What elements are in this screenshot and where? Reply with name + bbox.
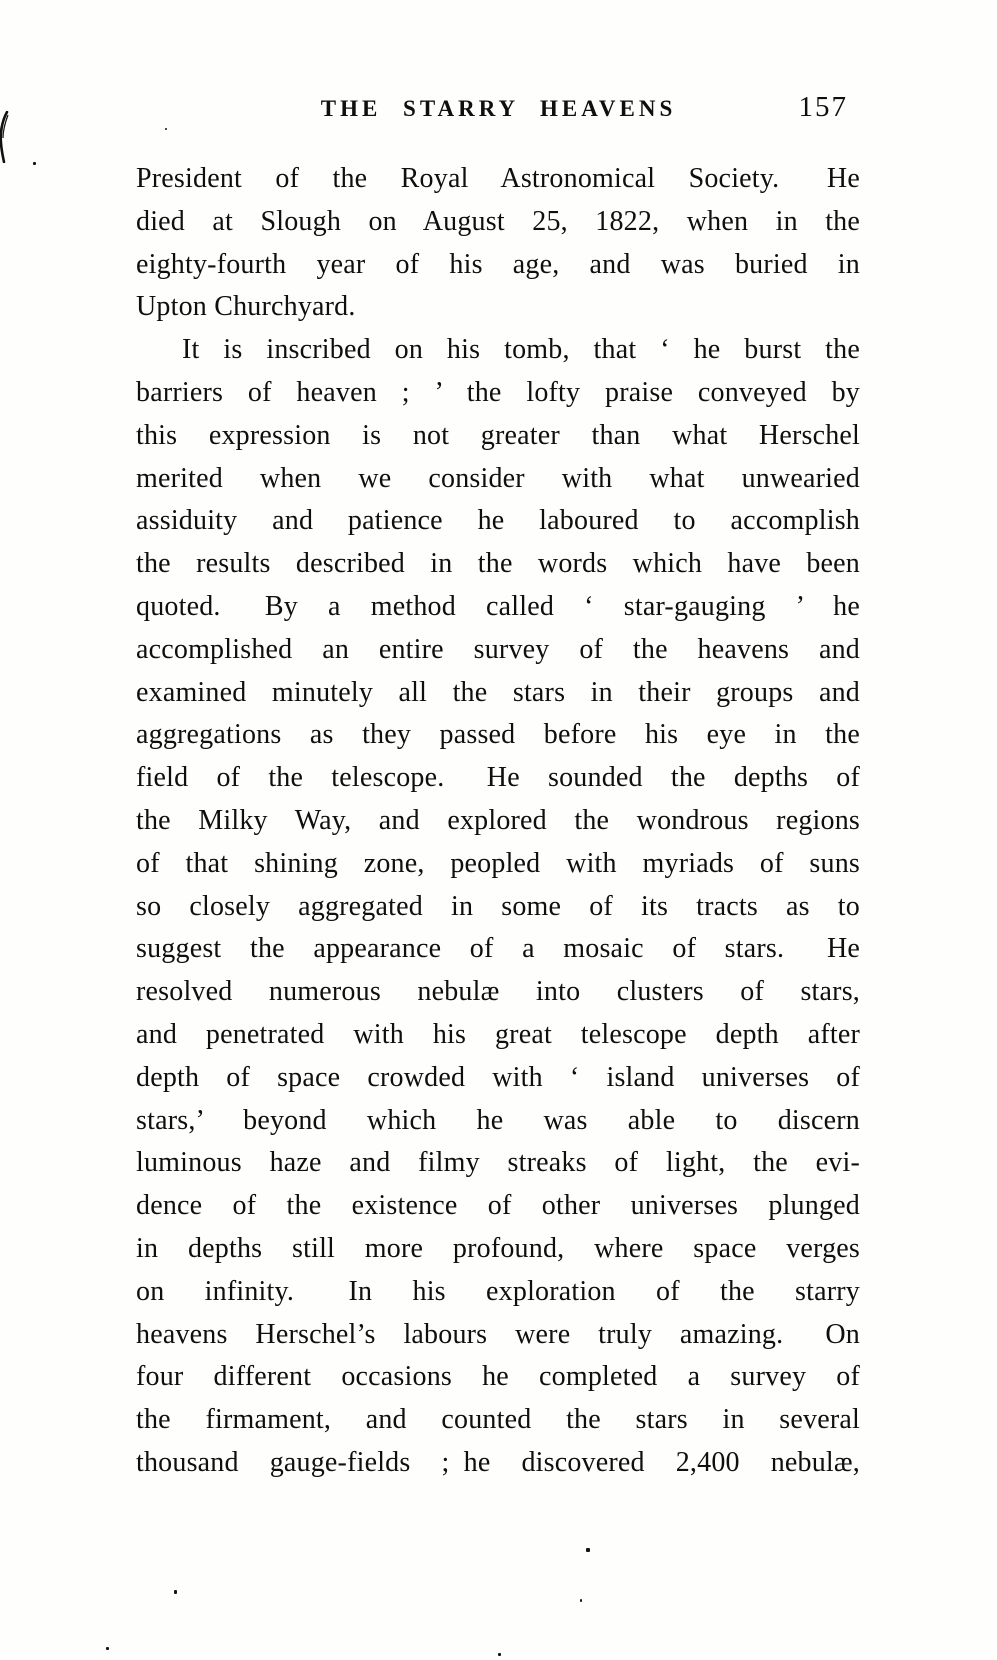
scan-speck <box>165 128 167 130</box>
scan-speck <box>174 1590 177 1594</box>
paragraph <box>136 329 860 1485</box>
text-line: aggregations as they passed before his eye in the <box>136 719 860 751</box>
scan-speck <box>106 1647 109 1650</box>
paragraph <box>136 158 860 329</box>
text-line: resolved numerous nebulæ into clusters of stars, <box>136 976 860 1008</box>
running-title: THE STARRY HEAVENS <box>320 95 677 122</box>
text-line: Upton Churchyard. <box>136 291 356 323</box>
scan-speck <box>580 1599 582 1602</box>
text-line: eighty-fourth year of his age, and was buried in <box>136 248 860 280</box>
text-line: assiduity and patience he laboured to accomplish <box>136 505 860 537</box>
text-line: barriers of heaven ; ’ the lofty praise conveyed by <box>136 376 860 408</box>
text-line: the results described in the words which have been <box>136 548 860 580</box>
text-line: stars,’ beyond which he was able to discern <box>136 1104 860 1136</box>
text-line: on infinity. In his exploration of the starry <box>136 1275 860 1307</box>
text-line: thousand gauge-fields ; he discovered 2,400 nebulæ, <box>136 1446 860 1478</box>
text-line: It is inscribed on his tomb, that ‘ he burst the <box>182 334 860 366</box>
text-line: of that shining zone, peopled with myriads of suns <box>136 847 860 879</box>
text-line: President of the Royal Astronomical Society. He <box>136 163 860 194</box>
text-line: died at Slough on August 25, 1822, when in the <box>136 205 860 237</box>
text-line: this expression is not greater than what Herschel <box>136 419 860 451</box>
text-line: field of the telescope. He sounded the depths of <box>136 762 860 794</box>
text-line: accomplished an entire survey of the heavens and <box>136 633 860 665</box>
text-line: quoted. By a method called ‘ star-gauging ’ he <box>136 590 860 622</box>
text-line: the firmament, and counted the stars in several <box>136 1404 860 1436</box>
text-line: dence of the existence of other universes plunged <box>136 1190 860 1222</box>
text-line: four different occasions he completed a survey of <box>136 1361 860 1393</box>
text-line: merited when we consider with what unwearied <box>136 462 860 494</box>
page-header <box>137 91 860 130</box>
text-line: so closely aggregated in some of its tracts as to <box>136 890 860 922</box>
scan-speck <box>498 1653 501 1656</box>
text-line: depth of space crowded with ‘ island universes of <box>136 1061 860 1093</box>
text-line: the Milky Way, and explored the wondrous regions <box>136 804 860 836</box>
text-line: suggest the appearance of a mosaic of stars. He <box>136 933 860 965</box>
text-line: and penetrated with his great telescope depth after <box>136 1018 860 1050</box>
text-line: in depths still more profound, where space verges <box>136 1232 860 1264</box>
scan-speck <box>586 1548 590 1552</box>
text-line: examined minutely all the stars in their groups and <box>136 676 860 708</box>
ink-smudge <box>0 111 12 163</box>
text-line: luminous haze and filmy streaks of light, the evi- <box>136 1147 860 1179</box>
scan-speck <box>33 162 36 165</box>
page-number: 157 <box>798 91 848 123</box>
text-line: heavens Herschel’s labours were truly amazing. On <box>136 1318 860 1350</box>
page-text <box>136 158 860 1485</box>
